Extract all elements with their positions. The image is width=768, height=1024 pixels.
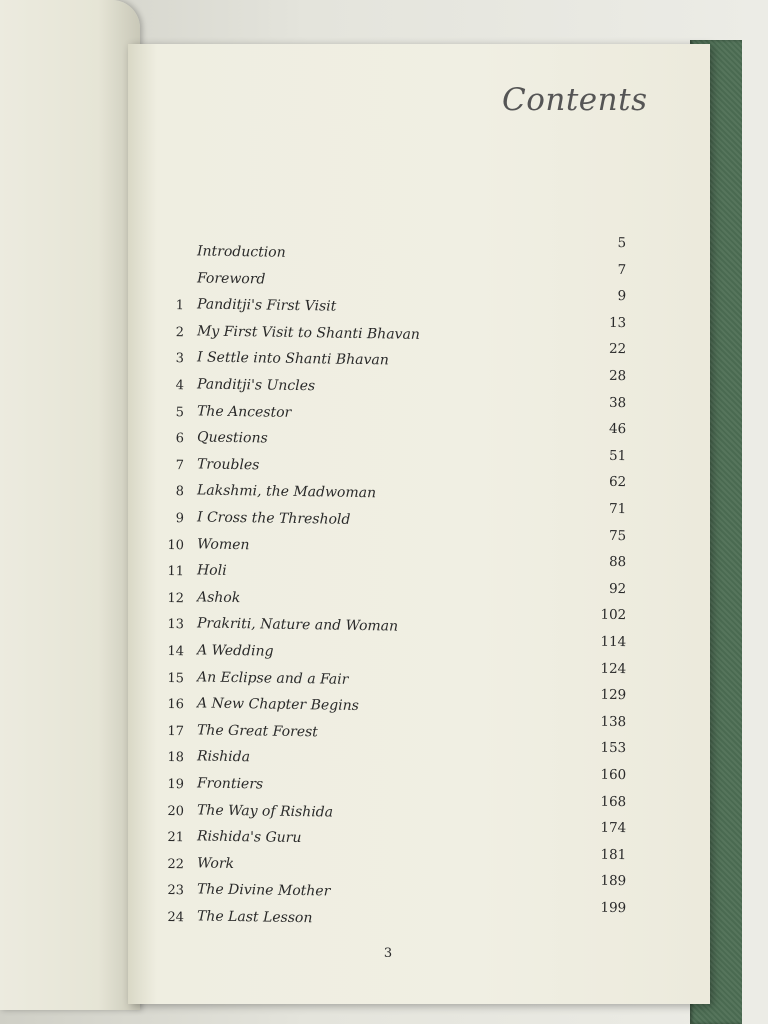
chapter-title: Panditji's Uncles	[196, 376, 316, 395]
chapter-page-number: 114	[600, 633, 627, 651]
chapter-number: 2	[175, 324, 185, 341]
chapter-number: 3	[175, 351, 185, 367]
chapter-title: I Settle into Shanti Bhavan	[196, 349, 389, 369]
chapter-title: Troubles	[196, 456, 260, 474]
chapter-page-number: 92	[608, 580, 627, 597]
chapter-number: 4	[175, 378, 185, 394]
chapter-page-number: 160	[600, 766, 627, 784]
chapter-title: The Great Forest	[196, 722, 318, 741]
chapter-number: 24	[167, 909, 185, 926]
chapter-title: Lakshmi, the Madwoman	[196, 482, 377, 502]
chapter-title: Frontiers	[196, 775, 264, 793]
chapter-number: 18	[167, 750, 185, 766]
chapter-title: A New Chapter Begins	[196, 695, 359, 715]
chapter-page-number: 153	[600, 740, 627, 757]
chapter-page-number: 62	[608, 474, 627, 491]
chapter-title: Holi	[196, 562, 227, 580]
chapter-page-number: 5	[617, 235, 627, 252]
chapter-page-number: 174	[600, 819, 627, 837]
chapter-title: Women	[196, 536, 250, 553]
chapter-page-number: 13	[608, 314, 627, 331]
chapter-number: 1	[175, 298, 185, 314]
chapter-page-number: 189	[600, 873, 627, 890]
chapter-page-number: 168	[600, 793, 627, 810]
chapter-number: 6	[175, 431, 185, 447]
chapter-page-number: 199	[600, 899, 627, 917]
chapter-page-number: 75	[608, 527, 627, 544]
chapter-number: 14	[167, 643, 185, 660]
chapter-title: The Divine Mother	[196, 881, 331, 900]
chapter-title: Ashok	[196, 589, 241, 606]
chapter-title: My First Visit to Shanti Bhavan	[196, 323, 421, 343]
page-number: 3	[383, 946, 393, 961]
chapter-title: Questions	[196, 429, 268, 447]
chapter-title: The Last Lesson	[196, 908, 313, 927]
chapter-title: An Eclipse and a Fair	[196, 669, 349, 688]
chapter-number: 22	[167, 856, 185, 873]
chapter-number: 23	[167, 883, 185, 899]
chapter-number: 15	[167, 670, 185, 686]
chapter-title: Prakriti, Nature and Woman	[196, 615, 399, 635]
chapter-number: 19	[167, 776, 185, 793]
chapter-page-number: 124	[600, 660, 627, 677]
chapter-page-number: 22	[608, 341, 627, 358]
chapter-title: Rishida	[196, 748, 251, 766]
chapter-page-number: 102	[600, 607, 627, 624]
chapter-page-number: 9	[617, 288, 627, 305]
chapter-number: 7	[175, 457, 185, 474]
chapter-title: I Cross the Threshold	[196, 509, 351, 528]
chapter-number: 10	[167, 537, 185, 553]
chapter-number: 12	[167, 590, 185, 607]
page-title: Contents	[502, 82, 648, 118]
chapter-page-number: 129	[600, 686, 627, 704]
chapter-page-number: 71	[608, 500, 627, 518]
chapter-title: Panditji's First Visit	[196, 296, 337, 315]
chapter-number: 21	[167, 830, 185, 846]
chapter-page-number: 88	[608, 554, 627, 571]
chapter-title: Rishida's Guru	[196, 828, 302, 847]
chapter-number: 8	[175, 484, 185, 500]
chapter-title: Introduction	[196, 243, 286, 261]
chapter-title: The Ancestor	[196, 403, 292, 421]
chapter-number: 9	[175, 511, 185, 527]
chapter-title: Foreword	[196, 270, 266, 288]
chapter-number: 20	[167, 803, 185, 819]
chapter-title: Work	[196, 855, 235, 872]
chapter-title: A Wedding	[196, 642, 274, 660]
chapter-page-number: 28	[608, 367, 627, 385]
chapter-number: 16	[167, 697, 185, 713]
chapter-page-number: 46	[608, 421, 627, 438]
chapter-number: 13	[167, 617, 185, 633]
chapter-number: 11	[167, 564, 185, 580]
chapter-page-number: 51	[608, 447, 627, 464]
chapter-page-number: 38	[608, 394, 627, 411]
chapter-number: 5	[175, 404, 185, 420]
chapter-title: The Way of Rishida	[196, 802, 334, 821]
chapter-page-number: 138	[600, 713, 627, 730]
chapter-number: 17	[167, 723, 185, 740]
chapter-page-number: 7	[617, 261, 627, 278]
chapter-page-number: 181	[600, 846, 627, 863]
